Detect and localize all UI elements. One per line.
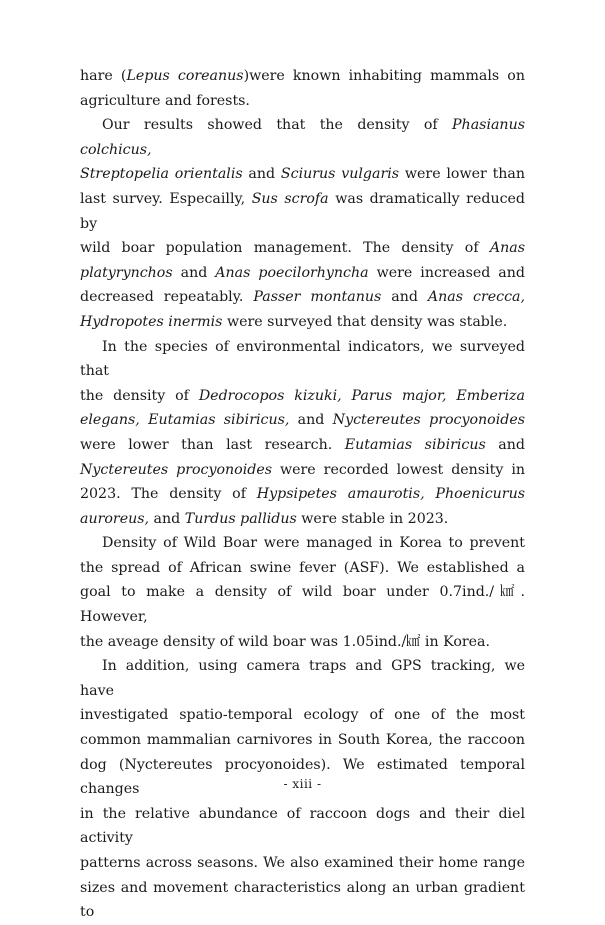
text-run: the density of [80,387,199,404]
species-name: Turdus pallidus [184,510,297,527]
species-name: Hypsipetes amaurotis, Phoenicurus [256,486,525,503]
text-run: sizes and movement characteristics along an urban gradient to [80,879,525,921]
text-run: patterns across seasons. We also examined their home range [80,855,525,871]
paragraph-1-line [80,113,525,162]
text-run: and [149,510,185,527]
paragraph-4-line [80,851,525,876]
text-run: agriculture and forests. [80,92,250,109]
species-name: Hydropotes inermis [80,313,223,330]
paragraph-1-line [80,236,525,261]
species-name: Anas poecilorhyncha [215,264,369,281]
text-run: In the species of environmental indicators, we surveyed that [80,338,525,380]
text-run: the aveage density of wild boar was 1.05ind./㎢ in Korea. [80,633,491,650]
text-run: dog (Nyctereutes procyonoides). We estimated temporal changes [80,756,525,798]
text-run: )were known inhabiting mammals on [243,68,525,84]
text-run: Our results showed that the density of [102,117,453,134]
paragraph-4-line [80,802,525,851]
text-run: were increased and [368,264,525,281]
species-name: Streptopelia orientalis [80,166,243,183]
text-run: last survey. Especailly, [80,190,252,207]
text-run: common mammalian carnivores in South Korea, the raccoon [80,732,525,749]
paragraph-1-line [80,261,525,286]
paragraph-3-line [80,556,525,581]
species-name: Nyctereutes procyonoides [80,461,273,478]
text-run: decreased repeatably. [80,289,254,306]
species-name: Nyctereutes procyonoides [332,412,525,429]
paragraph-4-line [80,876,525,925]
text-run: Density of Wild Boar were managed in Korea to prevent [102,535,525,552]
species-name: Sciurus vulgaris [280,166,400,183]
species-name: Anas [489,240,525,257]
text-run: hare ( [80,68,127,84]
paragraph-2-line [80,458,525,483]
species-name: Dedrocopos kizuki, Parus major, Emberiza [198,387,525,404]
text-run: was dramatically reduced by [80,190,526,232]
text-run: investigated spatio-temporal ecology of one of the most [80,707,525,724]
species-name: Lepus coreanus [126,68,244,84]
paragraph-2-line [80,408,525,433]
species-name: Sus scrofa [251,190,329,207]
species-name: Eutamias sibiricus [344,436,486,453]
paragraph-1-line [80,187,525,236]
text-run: wild boar population management. The density of [80,240,490,257]
species-name: platyrynchos [80,264,173,281]
text-run: were stable in 2023. [296,510,449,527]
paragraph-2-line [80,482,525,507]
paragraph-3-line [80,580,525,629]
text-run: the spread of African swine fever (ASF). We established a [80,559,525,576]
text-run: were lower than [399,166,525,183]
paragraph-0-line [80,89,525,114]
text-run: In addition, using camera traps and GPS tracking, we have [80,658,525,699]
species-name: Anas crecca, [427,289,525,306]
body-text [80,64,525,925]
text-run: 2023. The density of [80,486,257,503]
species-name: Phasianus colchicus, [80,117,525,158]
page-number: - xiii - [283,777,322,791]
paragraph-2-line [80,507,525,532]
species-name: Passer montanus [253,289,382,306]
paragraph-2-line [80,384,525,409]
species-name: elegans, Eutamias sibiricus, [80,412,290,429]
text-run: were recorded lowest density in [272,461,525,478]
paragraph-4-line [80,703,525,728]
paragraph-1-line [80,162,525,187]
paragraph-4-line [80,728,525,753]
paragraph-1-line [80,310,525,335]
species-name: auroreus, [80,510,150,527]
text-run: and [289,412,333,429]
text-run: and [381,289,428,306]
paragraph-4-line [80,654,525,703]
paragraph-3-line [80,531,525,556]
paragraph-0-line [80,64,525,89]
text-run: and [242,166,281,183]
paragraph-1-line [80,285,525,310]
paragraph-3-line [80,630,525,655]
text-run: and [172,264,216,281]
paragraph-2-line [80,335,525,384]
text-run: goal to make a density of wild boar under 0.7ind./㎢. However, [80,584,525,626]
text-run: and [485,436,525,453]
text-run: were surveyed that density was stable. [222,313,508,330]
text-run: in the relative abundance of raccoon dogs and their diel activity [80,805,525,847]
text-run: were lower than last research. [80,436,345,453]
paragraph-2-line [80,433,525,458]
